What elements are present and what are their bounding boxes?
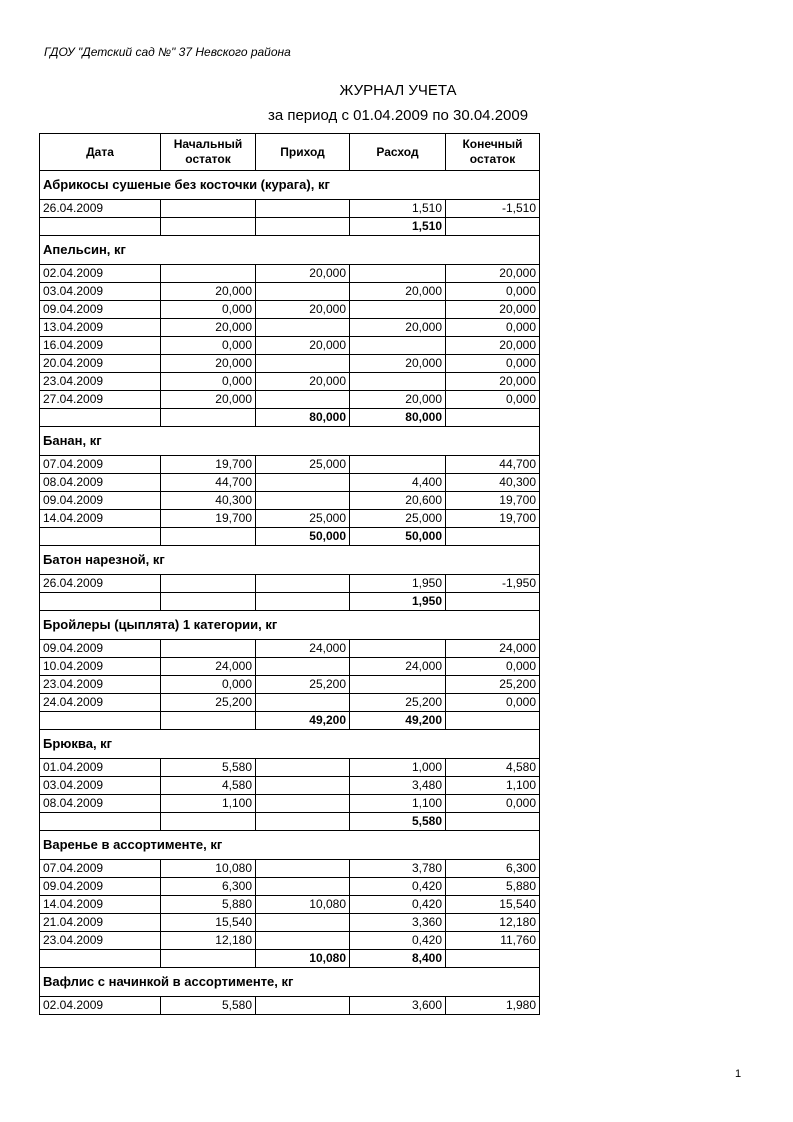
expense-cell: 4,400 bbox=[350, 474, 446, 492]
date-cell: 07.04.2009 bbox=[40, 860, 161, 878]
product-group-row bbox=[40, 611, 540, 640]
table-row bbox=[40, 319, 540, 337]
total-empty-cell bbox=[40, 409, 161, 427]
closing-balance-cell: 19,700 bbox=[446, 510, 540, 528]
opening-balance-cell: 19,700 bbox=[161, 456, 256, 474]
opening-balance-cell: 4,580 bbox=[161, 777, 256, 795]
total-empty-cell bbox=[40, 950, 161, 968]
date-cell: 23.04.2009 bbox=[40, 373, 161, 391]
date-cell: 23.04.2009 bbox=[40, 676, 161, 694]
closing-balance-cell: -1,510 bbox=[446, 200, 540, 218]
opening-balance-cell: 20,000 bbox=[161, 319, 256, 337]
product-total-row bbox=[40, 813, 540, 831]
income-cell: 20,000 bbox=[256, 337, 350, 355]
total-empty-cell bbox=[161, 528, 256, 546]
date-cell: 03.04.2009 bbox=[40, 777, 161, 795]
closing-balance-cell: 15,540 bbox=[446, 896, 540, 914]
date-cell: 24.04.2009 bbox=[40, 694, 161, 712]
opening-balance-cell: 1,100 bbox=[161, 795, 256, 813]
income-cell: 20,000 bbox=[256, 265, 350, 283]
opening-balance-cell: 25,200 bbox=[161, 694, 256, 712]
total-expense-cell: 50,000 bbox=[350, 528, 446, 546]
expense-cell: 1,950 bbox=[350, 575, 446, 593]
income-cell bbox=[256, 997, 350, 1015]
product-total-row bbox=[40, 950, 540, 968]
table-row bbox=[40, 676, 540, 694]
column-header-date: Дата bbox=[40, 134, 161, 171]
table-row bbox=[40, 337, 540, 355]
income-cell bbox=[256, 355, 350, 373]
income-cell: 10,080 bbox=[256, 896, 350, 914]
expense-cell: 20,000 bbox=[350, 283, 446, 301]
product-group-row bbox=[40, 968, 540, 997]
product-name: Вафлис с начинкой в ассортименте, кг bbox=[40, 968, 540, 997]
total-expense-cell: 80,000 bbox=[350, 409, 446, 427]
journal-title: ЖУРНАЛ УЧЕТА bbox=[339, 82, 457, 99]
expense-cell: 0,420 bbox=[350, 932, 446, 950]
date-cell: 09.04.2009 bbox=[40, 301, 161, 319]
total-empty-cell bbox=[446, 218, 540, 236]
expense-cell: 3,360 bbox=[350, 914, 446, 932]
opening-balance-cell: 5,880 bbox=[161, 896, 256, 914]
closing-balance-cell: 0,000 bbox=[446, 391, 540, 409]
expense-cell bbox=[350, 456, 446, 474]
opening-balance-cell bbox=[161, 200, 256, 218]
table-row bbox=[40, 932, 540, 950]
total-income-cell: 50,000 bbox=[256, 528, 350, 546]
column-header-income: Приход bbox=[256, 134, 350, 171]
income-cell bbox=[256, 474, 350, 492]
opening-balance-cell: 20,000 bbox=[161, 283, 256, 301]
product-total-row bbox=[40, 528, 540, 546]
expense-cell: 1,510 bbox=[350, 200, 446, 218]
closing-balance-cell: 20,000 bbox=[446, 265, 540, 283]
date-cell: 21.04.2009 bbox=[40, 914, 161, 932]
date-cell: 09.04.2009 bbox=[40, 492, 161, 510]
closing-balance-cell: 20,000 bbox=[446, 373, 540, 391]
expense-cell: 20,000 bbox=[350, 391, 446, 409]
closing-balance-cell: 0,000 bbox=[446, 283, 540, 301]
opening-balance-cell: 0,000 bbox=[161, 301, 256, 319]
opening-balance-cell: 20,000 bbox=[161, 391, 256, 409]
expense-cell: 25,200 bbox=[350, 694, 446, 712]
closing-balance-cell: 5,880 bbox=[446, 878, 540, 896]
income-cell bbox=[256, 795, 350, 813]
date-cell: 09.04.2009 bbox=[40, 878, 161, 896]
closing-balance-cell: 20,000 bbox=[446, 337, 540, 355]
closing-balance-cell: 0,000 bbox=[446, 795, 540, 813]
closing-balance-cell: 19,700 bbox=[446, 492, 540, 510]
total-expense-cell: 8,400 bbox=[350, 950, 446, 968]
income-cell bbox=[256, 860, 350, 878]
income-cell bbox=[256, 492, 350, 510]
income-cell bbox=[256, 319, 350, 337]
closing-balance-cell: 1,980 bbox=[446, 997, 540, 1015]
expense-cell: 3,480 bbox=[350, 777, 446, 795]
opening-balance-cell: 5,580 bbox=[161, 759, 256, 777]
total-empty-cell bbox=[161, 712, 256, 730]
product-group-row bbox=[40, 831, 540, 860]
opening-balance-cell: 12,180 bbox=[161, 932, 256, 950]
opening-balance-cell: 24,000 bbox=[161, 658, 256, 676]
closing-balance-cell: 4,580 bbox=[446, 759, 540, 777]
date-cell: 08.04.2009 bbox=[40, 474, 161, 492]
income-cell bbox=[256, 878, 350, 896]
organization-name: ГДОУ "Детский сад №" 37 Невского района bbox=[44, 45, 291, 59]
income-cell bbox=[256, 914, 350, 932]
product-name: Апельсин, кг bbox=[40, 236, 540, 265]
total-empty-cell bbox=[446, 813, 540, 831]
expense-cell: 3,780 bbox=[350, 860, 446, 878]
report-period: за период с 01.04.2009 по 30.04.2009 bbox=[267, 107, 529, 124]
total-empty-cell bbox=[446, 409, 540, 427]
closing-balance-cell: 0,000 bbox=[446, 355, 540, 373]
product-name: Бройлеры (цыплята) 1 категории, кг bbox=[40, 611, 540, 640]
table-row bbox=[40, 878, 540, 896]
closing-balance-cell: 40,300 bbox=[446, 474, 540, 492]
table-header-row bbox=[40, 134, 540, 171]
opening-balance-cell: 0,000 bbox=[161, 676, 256, 694]
product-name: Абрикосы сушеные без косточки (курага), кг bbox=[40, 171, 540, 200]
product-total-row bbox=[40, 409, 540, 427]
income-cell bbox=[256, 391, 350, 409]
date-cell: 07.04.2009 bbox=[40, 456, 161, 474]
table-row bbox=[40, 575, 540, 593]
expense-cell: 25,000 bbox=[350, 510, 446, 528]
table-row bbox=[40, 914, 540, 932]
page-number: 1 bbox=[735, 1068, 742, 1080]
table-row bbox=[40, 391, 540, 409]
opening-balance-cell: 10,080 bbox=[161, 860, 256, 878]
product-total-row bbox=[40, 218, 540, 236]
table-row bbox=[40, 694, 540, 712]
table-row bbox=[40, 510, 540, 528]
opening-balance-cell: 40,300 bbox=[161, 492, 256, 510]
total-income-cell bbox=[256, 593, 350, 611]
total-empty-cell bbox=[40, 712, 161, 730]
date-cell: 20.04.2009 bbox=[40, 355, 161, 373]
expense-cell: 20,600 bbox=[350, 492, 446, 510]
total-empty-cell bbox=[40, 528, 161, 546]
closing-balance-cell: 25,200 bbox=[446, 676, 540, 694]
table-row bbox=[40, 658, 540, 676]
expense-cell: 1,000 bbox=[350, 759, 446, 777]
date-cell: 26.04.2009 bbox=[40, 200, 161, 218]
total-empty-cell bbox=[161, 218, 256, 236]
total-empty-cell bbox=[446, 712, 540, 730]
table-row bbox=[40, 777, 540, 795]
total-expense-cell: 5,580 bbox=[350, 813, 446, 831]
expense-cell bbox=[350, 676, 446, 694]
total-expense-cell: 1,510 bbox=[350, 218, 446, 236]
closing-balance-cell: 0,000 bbox=[446, 319, 540, 337]
closing-balance-cell: 20,000 bbox=[446, 301, 540, 319]
income-cell: 20,000 bbox=[256, 301, 350, 319]
table-row bbox=[40, 474, 540, 492]
opening-balance-cell bbox=[161, 575, 256, 593]
income-cell bbox=[256, 658, 350, 676]
table-row bbox=[40, 997, 540, 1015]
expense-cell: 20,000 bbox=[350, 319, 446, 337]
table-row bbox=[40, 640, 540, 658]
product-name: Брюква, кг bbox=[40, 730, 540, 759]
income-cell: 25,200 bbox=[256, 676, 350, 694]
date-cell: 09.04.2009 bbox=[40, 640, 161, 658]
table-row bbox=[40, 265, 540, 283]
product-name: Батон нарезной, кг bbox=[40, 546, 540, 575]
total-income-cell: 80,000 bbox=[256, 409, 350, 427]
income-cell: 24,000 bbox=[256, 640, 350, 658]
total-empty-cell bbox=[40, 218, 161, 236]
column-header-closing-balance: Конечный остаток bbox=[446, 134, 540, 171]
date-cell: 10.04.2009 bbox=[40, 658, 161, 676]
date-cell: 14.04.2009 bbox=[40, 896, 161, 914]
income-cell bbox=[256, 694, 350, 712]
date-cell: 27.04.2009 bbox=[40, 391, 161, 409]
income-cell: 25,000 bbox=[256, 510, 350, 528]
column-header-opening-balance: Начальный остаток bbox=[161, 134, 256, 171]
column-header-expense: Расход bbox=[350, 134, 446, 171]
table-row bbox=[40, 896, 540, 914]
expense-cell bbox=[350, 373, 446, 391]
date-cell: 03.04.2009 bbox=[40, 283, 161, 301]
product-group-row bbox=[40, 236, 540, 265]
date-cell: 16.04.2009 bbox=[40, 337, 161, 355]
product-group-row bbox=[40, 427, 540, 456]
expense-cell: 24,000 bbox=[350, 658, 446, 676]
journal-table bbox=[39, 133, 540, 1015]
total-empty-cell bbox=[161, 593, 256, 611]
expense-cell bbox=[350, 301, 446, 319]
expense-cell: 0,420 bbox=[350, 896, 446, 914]
product-total-row bbox=[40, 593, 540, 611]
expense-cell: 1,100 bbox=[350, 795, 446, 813]
total-empty-cell bbox=[446, 593, 540, 611]
total-income-cell bbox=[256, 813, 350, 831]
total-empty-cell bbox=[161, 409, 256, 427]
closing-balance-cell: 6,300 bbox=[446, 860, 540, 878]
total-empty-cell bbox=[161, 813, 256, 831]
date-cell: 23.04.2009 bbox=[40, 932, 161, 950]
date-cell: 14.04.2009 bbox=[40, 510, 161, 528]
date-cell: 02.04.2009 bbox=[40, 997, 161, 1015]
date-cell: 08.04.2009 bbox=[40, 795, 161, 813]
total-empty-cell bbox=[446, 528, 540, 546]
table-row bbox=[40, 795, 540, 813]
product-name: Банан, кг bbox=[40, 427, 540, 456]
total-empty-cell bbox=[446, 950, 540, 968]
table-row bbox=[40, 456, 540, 474]
table-row bbox=[40, 759, 540, 777]
product-group-row bbox=[40, 171, 540, 200]
product-group-row bbox=[40, 730, 540, 759]
closing-balance-cell: 44,700 bbox=[446, 456, 540, 474]
total-income-cell: 49,200 bbox=[256, 712, 350, 730]
total-empty-cell bbox=[40, 593, 161, 611]
opening-balance-cell: 0,000 bbox=[161, 337, 256, 355]
expense-cell bbox=[350, 640, 446, 658]
total-income-cell: 10,080 bbox=[256, 950, 350, 968]
closing-balance-cell: 0,000 bbox=[446, 658, 540, 676]
table-row bbox=[40, 301, 540, 319]
date-cell: 01.04.2009 bbox=[40, 759, 161, 777]
opening-balance-cell: 0,000 bbox=[161, 373, 256, 391]
income-cell bbox=[256, 759, 350, 777]
income-cell bbox=[256, 575, 350, 593]
journal-body bbox=[40, 171, 540, 1015]
opening-balance-cell: 6,300 bbox=[161, 878, 256, 896]
opening-balance-cell: 44,700 bbox=[161, 474, 256, 492]
closing-balance-cell: 1,100 bbox=[446, 777, 540, 795]
income-cell bbox=[256, 932, 350, 950]
date-cell: 26.04.2009 bbox=[40, 575, 161, 593]
expense-cell: 0,420 bbox=[350, 878, 446, 896]
total-expense-cell: 1,950 bbox=[350, 593, 446, 611]
total-empty-cell bbox=[40, 813, 161, 831]
total-empty-cell bbox=[161, 950, 256, 968]
closing-balance-cell: 0,000 bbox=[446, 694, 540, 712]
opening-balance-cell: 15,540 bbox=[161, 914, 256, 932]
table-row bbox=[40, 355, 540, 373]
expense-cell: 20,000 bbox=[350, 355, 446, 373]
opening-balance-cell: 5,580 bbox=[161, 997, 256, 1015]
expense-cell: 3,600 bbox=[350, 997, 446, 1015]
income-cell: 20,000 bbox=[256, 373, 350, 391]
closing-balance-cell: 12,180 bbox=[446, 914, 540, 932]
table-row bbox=[40, 492, 540, 510]
closing-balance-cell: -1,950 bbox=[446, 575, 540, 593]
table-row bbox=[40, 373, 540, 391]
closing-balance-cell: 11,760 bbox=[446, 932, 540, 950]
income-cell bbox=[256, 283, 350, 301]
closing-balance-cell: 24,000 bbox=[446, 640, 540, 658]
product-group-row bbox=[40, 546, 540, 575]
total-expense-cell: 49,200 bbox=[350, 712, 446, 730]
opening-balance-cell: 19,700 bbox=[161, 510, 256, 528]
opening-balance-cell: 20,000 bbox=[161, 355, 256, 373]
income-cell bbox=[256, 200, 350, 218]
opening-balance-cell bbox=[161, 265, 256, 283]
opening-balance-cell bbox=[161, 640, 256, 658]
product-total-row bbox=[40, 712, 540, 730]
date-cell: 02.04.2009 bbox=[40, 265, 161, 283]
date-cell: 13.04.2009 bbox=[40, 319, 161, 337]
expense-cell bbox=[350, 265, 446, 283]
table-row bbox=[40, 283, 540, 301]
total-income-cell bbox=[256, 218, 350, 236]
income-cell: 25,000 bbox=[256, 456, 350, 474]
product-name: Варенье в ассортименте, кг bbox=[40, 831, 540, 860]
income-cell bbox=[256, 777, 350, 795]
table-row bbox=[40, 860, 540, 878]
table-row bbox=[40, 200, 540, 218]
expense-cell bbox=[350, 337, 446, 355]
